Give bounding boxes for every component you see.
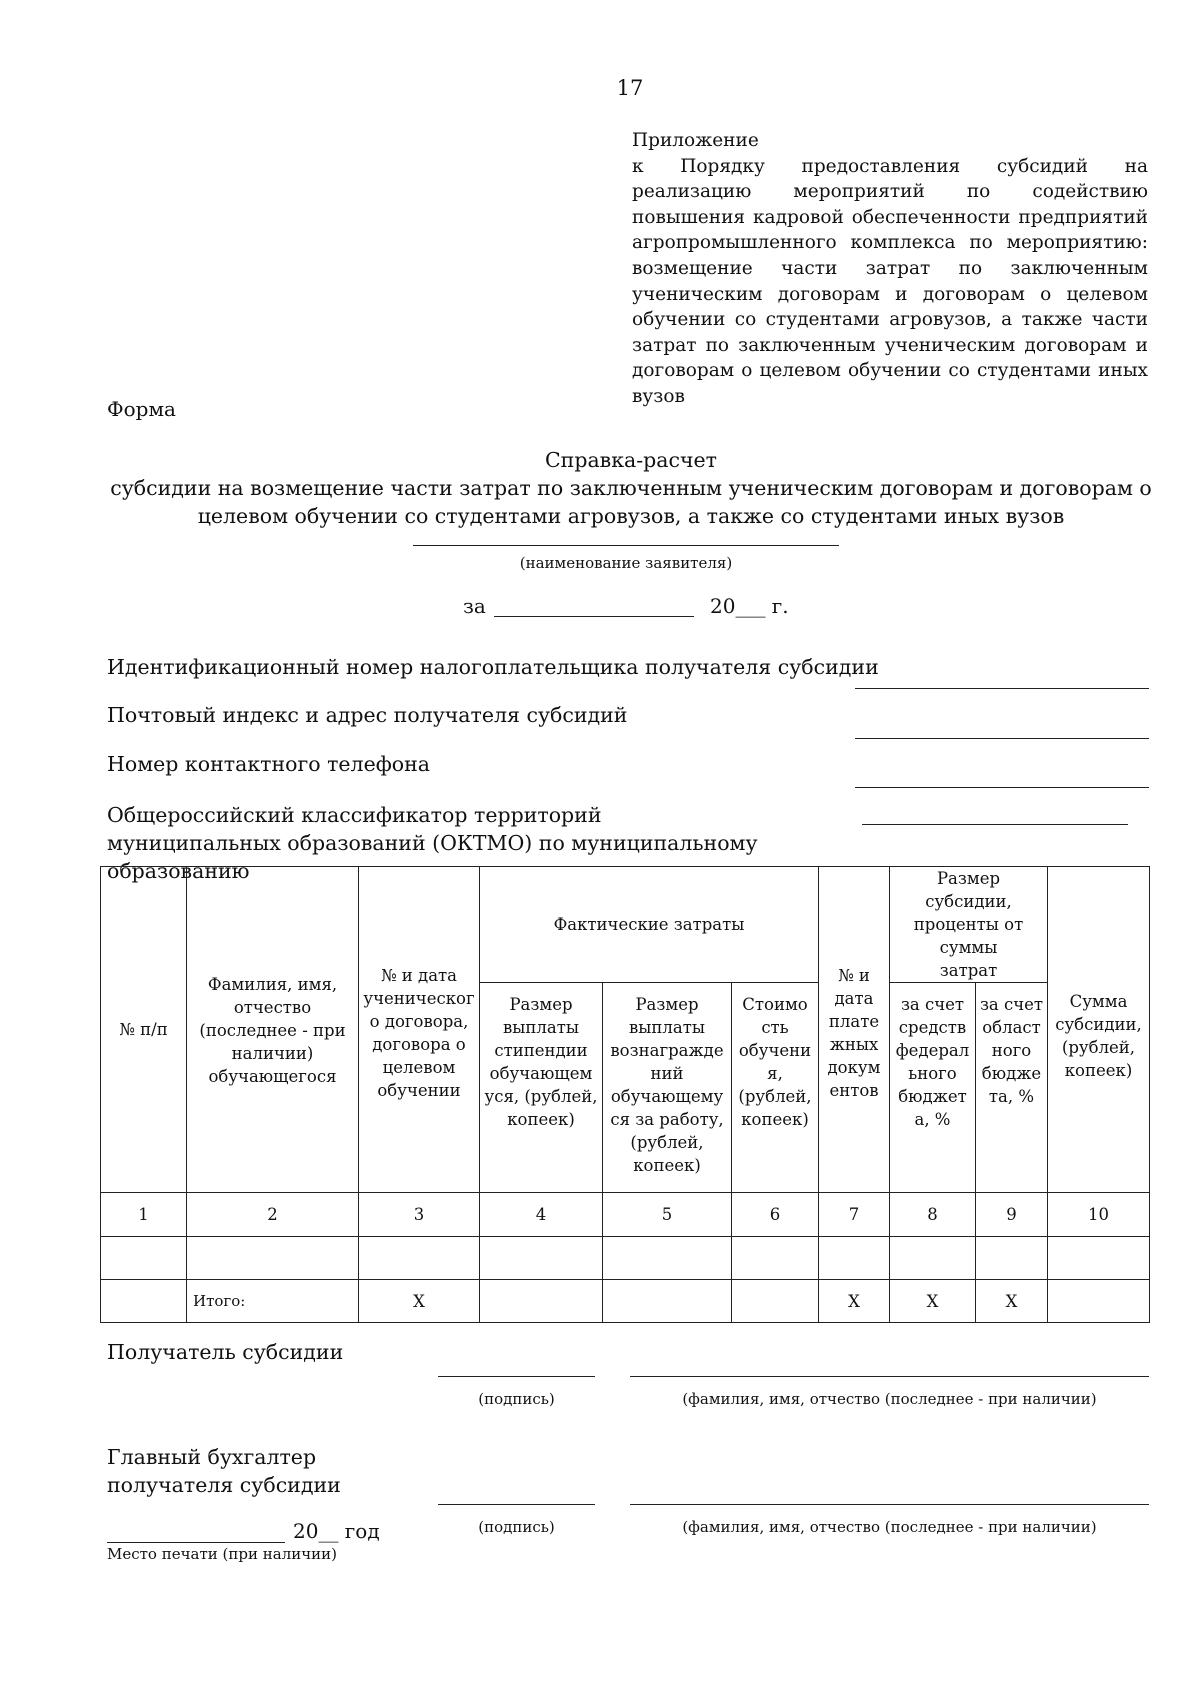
date-year: 20__ год	[293, 1519, 380, 1543]
recipient-signature-line[interactable]	[438, 1376, 595, 1377]
accountant-name-line[interactable]	[630, 1504, 1149, 1505]
col-number: 1	[101, 1193, 187, 1237]
oktmo-input-line[interactable]	[862, 824, 1128, 825]
table-cell[interactable]	[1048, 1237, 1150, 1280]
header-tuition: Стоимо сть обучени я, (рублей, копеек)	[732, 983, 819, 1193]
col-number: 9	[976, 1193, 1048, 1237]
col-number: 10	[1048, 1193, 1150, 1237]
column-number-row	[101, 1193, 1150, 1237]
period-line[interactable]	[494, 616, 694, 617]
subsidy-table	[100, 866, 1150, 1323]
period-year: 20___ г.	[710, 594, 789, 618]
total-cell: X	[819, 1280, 890, 1323]
total-cell[interactable]	[732, 1280, 819, 1323]
total-cell: X	[976, 1280, 1048, 1323]
col-number: 3	[359, 1193, 480, 1237]
total-row	[101, 1280, 1150, 1323]
header-subsidy-percent: Размер субсидии, проценты от суммы затрат	[890, 867, 1048, 983]
oktmo-label: Общероссийский классификатор территорий муниципальных образований (ОКТМО) по муниципальному образованию	[107, 803, 758, 883]
header-stipend: Размер выплаты стипендии обучающем уся, (рублей, копеек)	[480, 983, 603, 1193]
accountant-signature-line[interactable]	[438, 1504, 595, 1505]
applicant-name-line[interactable]	[413, 545, 839, 546]
table-cell[interactable]	[359, 1237, 480, 1280]
table-cell[interactable]	[819, 1237, 890, 1280]
header-payment-docs: № и дата плате жных докум ентов	[819, 867, 890, 1193]
phone-input-line[interactable]	[855, 787, 1149, 788]
table-cell[interactable]	[603, 1237, 732, 1280]
appendix-title: Приложение	[632, 130, 759, 151]
header-federal: за счет средств федерал ьного бюджет а, %	[890, 983, 976, 1193]
table-cell[interactable]	[732, 1237, 819, 1280]
appendix-block	[632, 128, 1148, 410]
page-number: 17	[616, 76, 644, 100]
header-subsidy-sum: Сумма субсидии, (рублей, копеек)	[1048, 867, 1150, 1193]
col-number: 6	[732, 1193, 819, 1237]
inn-label: Идентификационный номер налогоплательщика получателя субсидии	[107, 655, 879, 679]
recipient-signature-caption: (подпись)	[478, 1390, 555, 1408]
document-title	[107, 446, 1155, 530]
total-cell: X	[359, 1280, 480, 1323]
form-label: Форма	[107, 397, 176, 421]
header-contract: № и дата ученическог о договора, договора о целевом обучении	[359, 867, 480, 1193]
table-cell[interactable]	[480, 1237, 603, 1280]
applicant-caption: (наименование заявителя)	[519, 554, 733, 572]
recipient-name-caption: (фамилия, имя, отчество (последнее - при наличии)	[682, 1390, 1097, 1408]
address-input-line[interactable]	[855, 738, 1149, 739]
header-num: № п/п	[101, 867, 187, 1193]
header-reward: Размер выплаты вознагражде ний обучающему ся за работу, (рублей, копеек)	[603, 983, 732, 1193]
recipient-name-line[interactable]	[630, 1376, 1149, 1377]
title-main: Справка-расчет	[544, 448, 718, 472]
total-cell[interactable]	[480, 1280, 603, 1323]
col-number: 7	[819, 1193, 890, 1237]
table-cell[interactable]	[890, 1237, 976, 1280]
header-actual-costs: Фактические затраты	[480, 867, 819, 983]
stamp-caption: Место печати (при наличии)	[107, 1545, 337, 1563]
accountant-signature-caption: (подпись)	[478, 1518, 555, 1536]
col-number: 2	[187, 1193, 359, 1237]
header-fio: Фамилия, имя, отчество (последнее - при наличии) обучающегося	[187, 867, 359, 1193]
table-cell[interactable]	[101, 1237, 187, 1280]
appendix-text: к Порядку предоставления субсидий на реализацию мероприятий по содействию повышения кадровой обеспеченности предприятий агропромышленного комплекса по мероприятию: возмещение части затрат по заключенным ученическим договорам и договорам о целевом обучении со студентами агровузов, а также части затрат по заключенным ученическим договорам и договорам о целевом обучении со студентами иных вузов	[632, 155, 1148, 407]
col-number: 5	[603, 1193, 732, 1237]
title-subtitle: субсидии на возмещение части затрат по заключенным ученическим договорам и договорам о целевом обучении со студентами агровузов, а также со студентами иных вузов	[110, 476, 1152, 528]
total-cell[interactable]	[1048, 1280, 1150, 1323]
accountant-label: Главный бухгалтер получателя субсидии	[107, 1445, 341, 1497]
total-cell: X	[890, 1280, 976, 1323]
total-label: Итого:	[187, 1280, 359, 1323]
period-prefix: за	[463, 594, 486, 618]
address-label: Почтовый индекс и адрес получателя субсидий	[107, 703, 628, 727]
table-row	[101, 1237, 1150, 1280]
inn-input-line[interactable]	[855, 688, 1149, 689]
date-line[interactable]	[107, 1542, 285, 1543]
header-regional: за счет област ного бюдже та, %	[976, 983, 1048, 1193]
phone-label: Номер контактного телефона	[107, 752, 430, 776]
total-cell[interactable]	[603, 1280, 732, 1323]
table-cell[interactable]	[976, 1237, 1048, 1280]
accountant-name-caption: (фамилия, имя, отчество (последнее - при наличии)	[682, 1518, 1097, 1536]
col-number: 4	[480, 1193, 603, 1237]
col-number: 8	[890, 1193, 976, 1237]
recipient-label: Получатель субсидии	[107, 1340, 344, 1364]
total-cell	[101, 1280, 187, 1323]
table-cell[interactable]	[187, 1237, 359, 1280]
